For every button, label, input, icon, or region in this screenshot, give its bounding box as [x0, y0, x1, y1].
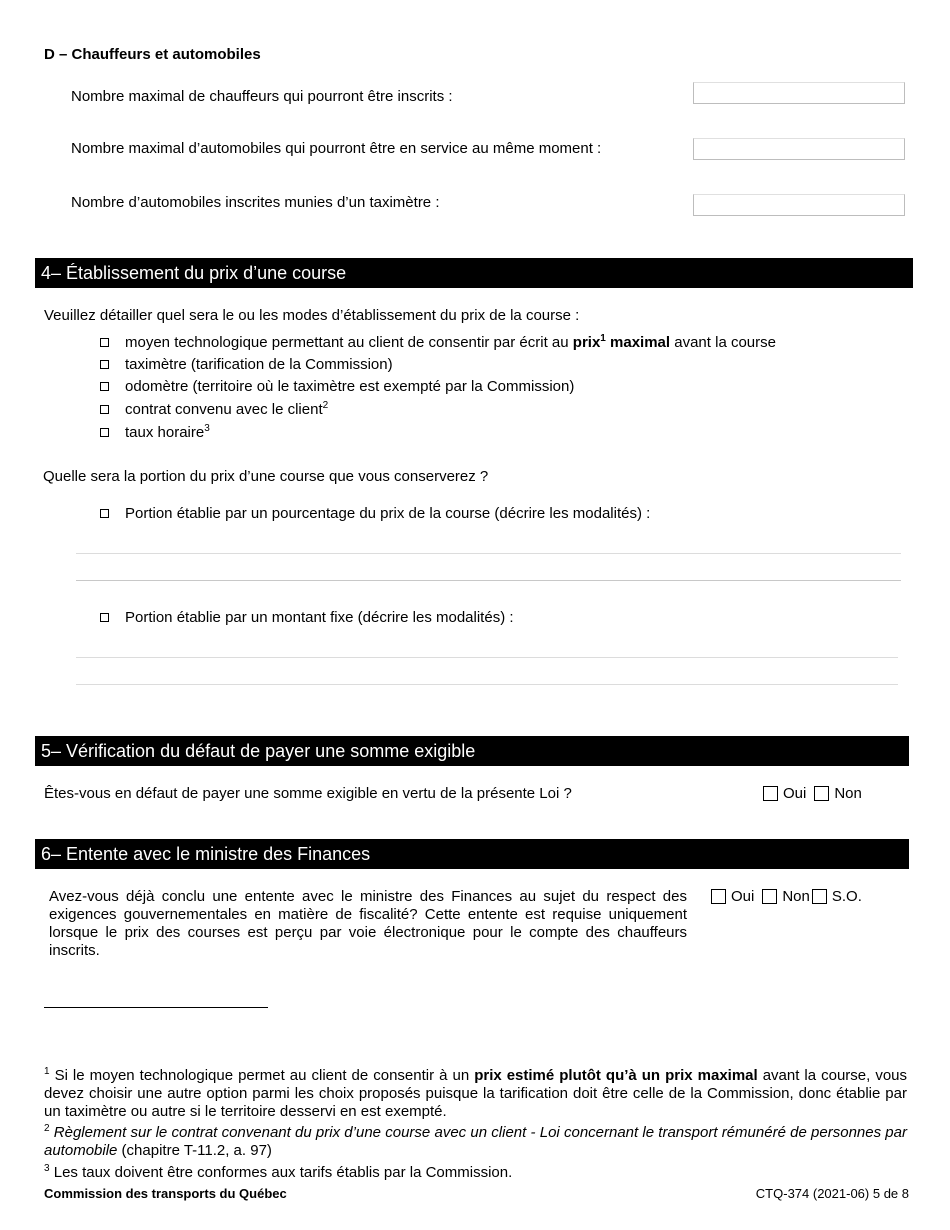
agreement-no-checkbox[interactable]	[762, 889, 777, 904]
agreement-no-label: Non	[782, 888, 810, 905]
checkbox-icon[interactable]	[100, 509, 109, 518]
section-5-header: 5– Vérification du défaut de payer une somme exigible	[35, 736, 909, 766]
default-payment-choices	[763, 785, 870, 802]
footer-organization: Commission des transports du Québec	[44, 1186, 287, 1201]
section-d-title: D – Chauffeurs et automobiles	[44, 46, 261, 63]
default-no-label: Non	[834, 785, 862, 802]
option-tech-max-price[interactable]: moyen technologique permettant au client de consentir par écrit au prix$^1$ maximal avant la course	[100, 333, 776, 351]
footnote-3: $^3$ Les taux doivent être conformes aux tarifs établis par la Commission.	[44, 1163, 513, 1181]
finance-agreement-choices	[711, 888, 870, 905]
default-yes-checkbox[interactable]	[763, 786, 778, 801]
max-drivers-label: Nombre maximal de chauffeurs qui pourront être inscrits :	[71, 88, 453, 105]
fixed-details-line-2[interactable]	[76, 684, 898, 685]
agreement-yes-label: Oui	[731, 888, 755, 905]
max-drivers-field[interactable]	[693, 82, 905, 104]
max-cars-field[interactable]	[693, 138, 905, 160]
option-taximeter[interactable]: taximètre (tarification de la Commission)	[100, 356, 393, 373]
footnote-1: $^1$ Si le moyen technologique permet au client de consentir à un prix estimé plutôt qu’à un prix maximal avant la course, vous devez choisir une autre option parmi les choix proposés puisque la tarification doit être celle de la Commission, donc établie par un taximètre ou autre si le territoire desservi en est exempté.	[44, 1066, 907, 1120]
percentage-details-line-1[interactable]	[76, 553, 901, 554]
checkbox-icon[interactable]	[100, 428, 109, 437]
option-hourly-rate[interactable]: taux horaire$^3$	[100, 423, 210, 441]
taximeter-cars-label: Nombre d’automobiles inscrites munies d’un taximètre :	[71, 194, 440, 211]
section-4-header: 4– Établissement du prix d’une course	[35, 258, 913, 288]
agreement-yes-checkbox[interactable]	[711, 889, 726, 904]
checkbox-icon[interactable]	[100, 382, 109, 391]
footnote-separator	[44, 1007, 268, 1008]
agreement-na-label: S.O.	[831, 888, 862, 905]
checkbox-icon[interactable]	[100, 338, 109, 347]
option-contract[interactable]: contrat convenu avec le client$^2$	[100, 400, 328, 418]
price-mode-question: Veuillez détailler quel sera le ou les modes d’établissement du prix de la course :	[44, 307, 580, 324]
footer-form-id: CTQ-374 (2021-06) 5 de 8	[755, 1186, 909, 1201]
taximeter-cars-field[interactable]	[693, 194, 905, 216]
portion-question: Quelle sera la portion du prix d’une course que vous conserverez ?	[43, 468, 489, 485]
default-no-checkbox[interactable]	[814, 786, 829, 801]
agreement-na-checkbox[interactable]	[812, 889, 827, 904]
option-portion-percentage[interactable]: Portion établie par un pourcentage du prix de la course (décrire les modalités) :	[100, 505, 650, 522]
percentage-details-line-2[interactable]	[76, 580, 901, 581]
max-cars-label: Nombre maximal d’automobiles qui pourront être en service au même moment :	[71, 140, 602, 157]
option-portion-fixed[interactable]: Portion établie par un montant fixe (décrire les modalités) :	[100, 609, 514, 626]
checkbox-icon[interactable]	[100, 405, 109, 414]
default-payment-question: Êtes-vous en défaut de payer une somme exigible en vertu de la présente Loi ?	[44, 785, 572, 802]
option-odometer[interactable]: odomètre (territoire où le taximètre est exempté par la Commission)	[100, 378, 574, 395]
checkbox-icon[interactable]	[100, 360, 109, 369]
default-yes-label: Oui	[783, 785, 807, 802]
finance-agreement-question: Avez-vous déjà conclu une entente avec le ministre des Finances au sujet du respect des exigences gouvernementales en matière de fiscalité? Cette entente est requise uniquement lorsque le prix des courses est perçu par voie électronique pour le compte des chauffeurs inscrits.	[49, 888, 687, 959]
section-6-header: 6– Entente avec le ministre des Finances	[35, 839, 909, 869]
footnote-2: $^2$ Règlement sur le contrat convenant du prix d’une course avec un client - Loi concernant le transport rémunéré de personnes par automobile (chapitre T-11.2, a. 97)	[44, 1123, 907, 1159]
fixed-details-line-1[interactable]	[76, 657, 898, 658]
checkbox-icon[interactable]	[100, 613, 109, 622]
